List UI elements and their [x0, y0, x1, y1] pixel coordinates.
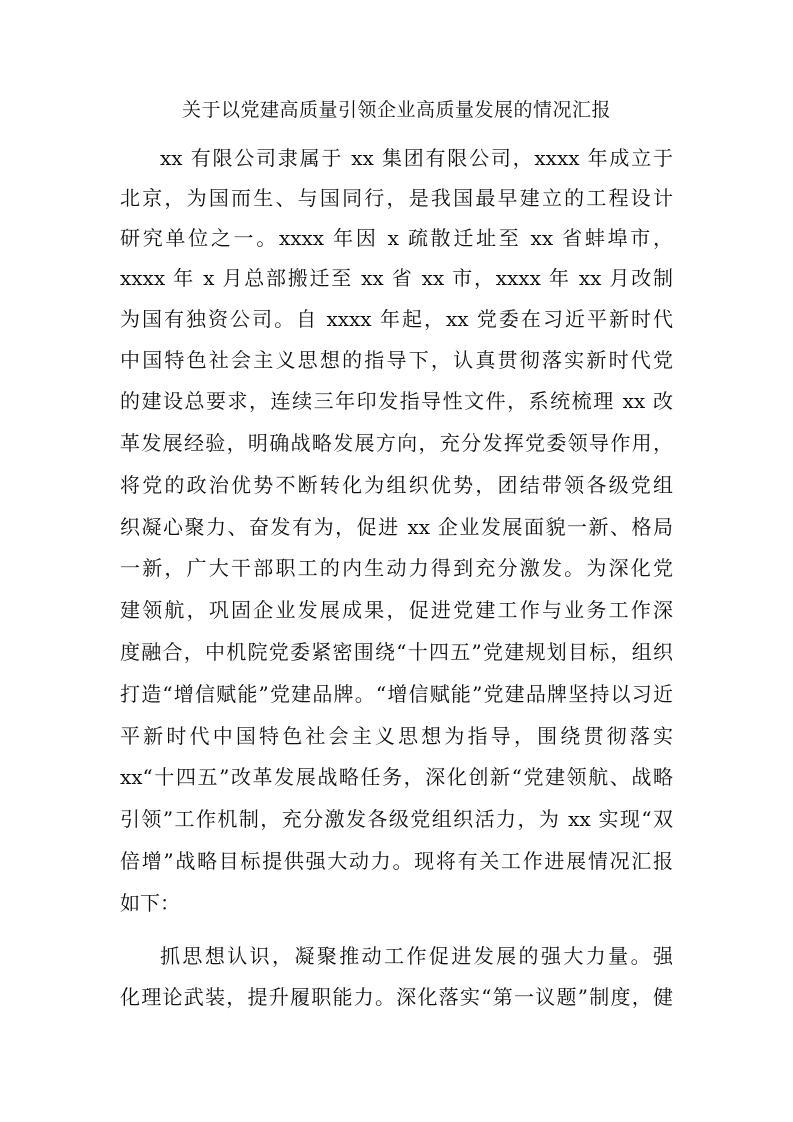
paragraph-line: xx“十四五”改革发展战略任务，深化创新“党建领航、战略	[120, 765, 673, 789]
paragraph-line: xx 有限公司隶属于 xx 集团有限公司，xxxx 年成立于	[160, 146, 673, 170]
paragraph-line: 织凝心聚力、奋发有为，促进 xx 企业发展面貌一新、格局	[120, 515, 673, 539]
paragraph-line: 度融合，中机院党委紧密围绕“十四五”党建规划目标，组织	[120, 640, 673, 664]
paragraph-line: 一新，广大干部职工的内生动力得到充分激发。为深化党	[120, 556, 673, 580]
paragraph-line: 革发展经验，明确战略发展方向，充分发挥党委领导作用，	[120, 431, 673, 455]
paragraph-line: 为国有独资公司。自 xxxx 年起，xx 党委在习近平新时代	[120, 307, 673, 331]
paragraph-line: 平新时代中国特色社会主义思想为指导，围绕贯彻落实	[120, 724, 673, 748]
paragraph-line: 中国特色社会主义思想的指导下，认真贯彻落实新时代党	[120, 348, 673, 372]
paragraph-line: 抓思想认识，凝聚推动工作促进发展的强大力量。强	[160, 944, 673, 968]
paragraph-line: 打造“增信赋能”党建品牌。“增信赋能”党建品牌坚持以习近	[120, 682, 673, 706]
paragraph-line: 建领航，巩固企业发展成果，促进党建工作与业务工作深	[120, 598, 673, 622]
paragraph-line: 将党的政治优势不断转化为组织优势，团结带领各级党组	[120, 473, 673, 497]
paragraph-line: 如下：	[120, 891, 180, 915]
paragraph-line: 倍增”战略目标提供强大动力。现将有关工作进展情况汇报	[120, 849, 673, 873]
paragraph-line: xxxx 年 x 月总部搬迁至 xx 省 xx 市，xxxx 年 xx 月改制	[120, 266, 673, 290]
paragraph-line: 化理论武装，提升履职能力。深化落实“第一议题”制度，健	[120, 985, 673, 1009]
paragraph-line: 引领”工作机制，充分激发各级党组织活力，为 xx 实现“双	[120, 807, 673, 831]
document-title: 关于以党建高质量引领企业高质量发展的情况汇报	[181, 99, 611, 121]
paragraph-line: 的建设总要求，连续三年印发指导性文件，系统梳理 xx 改	[120, 389, 673, 413]
paragraph-line: 北京，为国而生、与国同行，是我国最早建立的工程设计	[120, 186, 673, 210]
paragraph-line: 研究单位之一。xxxx 年因 x 疏散迁址至 xx 省蚌埠市，	[120, 226, 673, 250]
